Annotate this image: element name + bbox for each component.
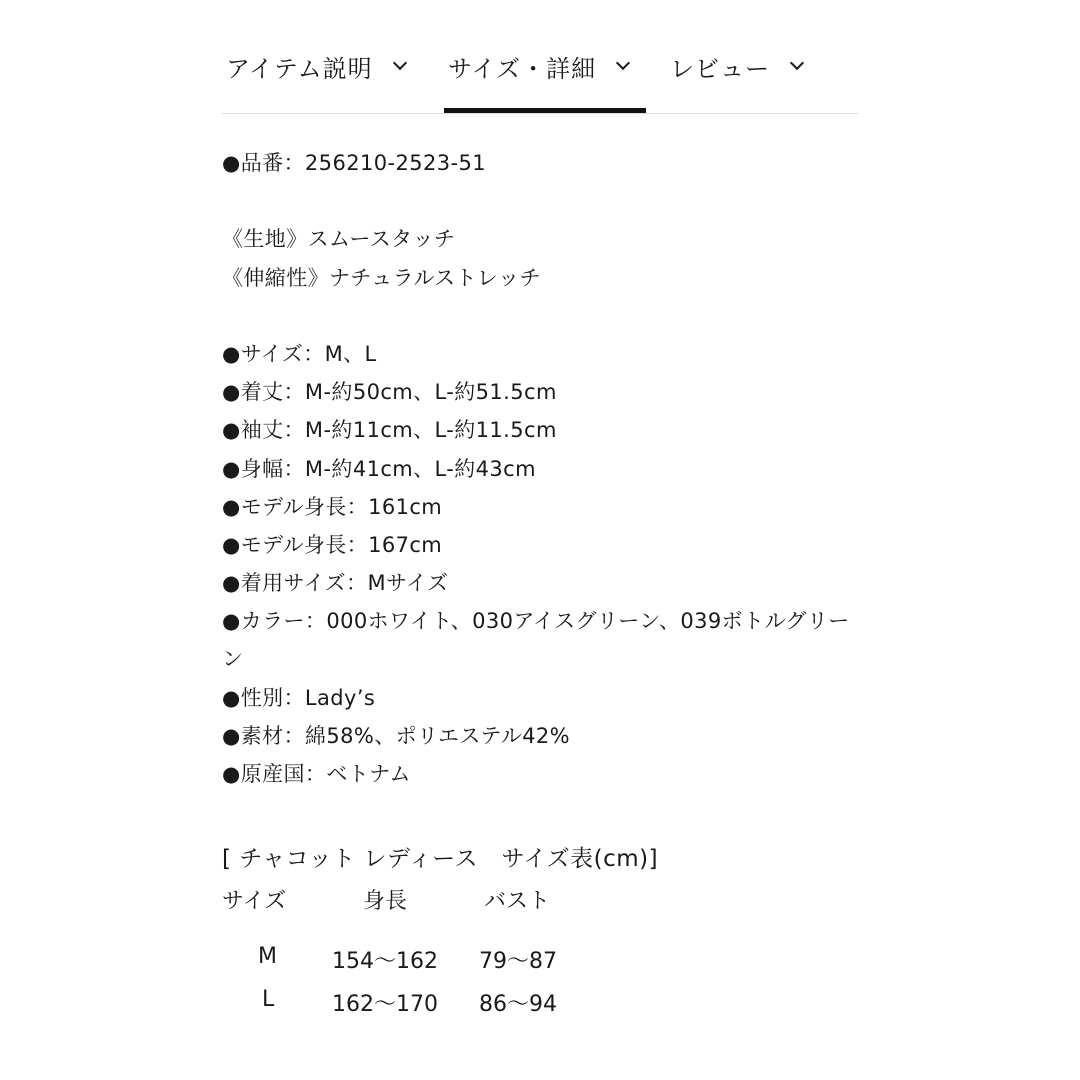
tab-item-description[interactable] [226,46,405,86]
bust-cell: 79〜87 [479,949,557,974]
detail-stretch: 《伸縮性》ナチュラルストレッチ [222,265,541,290]
detail-origin: ●原産国：ベトナム [222,762,411,787]
detail-color: ●カラー：000ホワイト、030アイスグリーン、039ボトルグリーン [222,609,850,672]
height-cell: 162〜170 [332,992,438,1017]
active-tab-indicator [444,108,646,113]
size-cell: M [258,944,277,969]
tab-item-description-label: アイテム説明 [226,54,373,83]
detail-model-height-2: ●モデル身長：167cm [222,532,443,557]
size-header-height: 身長 [363,889,408,914]
detail-fabric: 《生地》スムースタッチ [222,227,456,252]
tab-reviews-label: レビュー [670,54,770,83]
detail-gender: ●性別：Lady’s [222,685,376,710]
detail-sleeve: ●袖丈：M-約11cm、L-約11.5cm [222,418,557,443]
height-cell: 154〜162 [332,949,438,974]
table-row [222,987,858,1021]
detail-length: ●着丈：M-約50cm、L-約51.5cm [222,380,557,405]
size-header-size: サイズ [222,889,287,914]
table-row [222,944,858,978]
tab-size-details-label: サイズ・詳細 [448,54,597,83]
chevron-down-icon [790,56,804,70]
detail-item-number: ●品番：256210-2523-51 [222,151,487,175]
tab-size-details[interactable] [448,46,628,86]
details-list [222,144,858,793]
detail-model-height-1: ●モデル身長：161cm [222,494,443,519]
size-header-bust: バスト [484,889,551,914]
tab-reviews[interactable] [670,46,802,86]
detail-width: ●身幅：M-約41cm、L-約43cm [222,456,536,481]
size-table-header [222,884,858,918]
detail-size: ●サイズ：M、L [222,341,377,366]
tab-bar [222,0,858,114]
detail-material: ●素材：綿58%、ポリエステル42% [222,723,570,748]
bust-cell: 86〜94 [479,992,557,1017]
size-cell: L [262,987,275,1012]
product-detail-panel [222,0,858,1017]
chevron-down-icon [393,56,407,70]
detail-worn-size: ●着用サイズ：Mサイズ [222,571,449,596]
size-table-title: [ チャコット レディース サイズ表(cm)] [222,846,659,872]
chevron-down-icon [616,56,630,70]
